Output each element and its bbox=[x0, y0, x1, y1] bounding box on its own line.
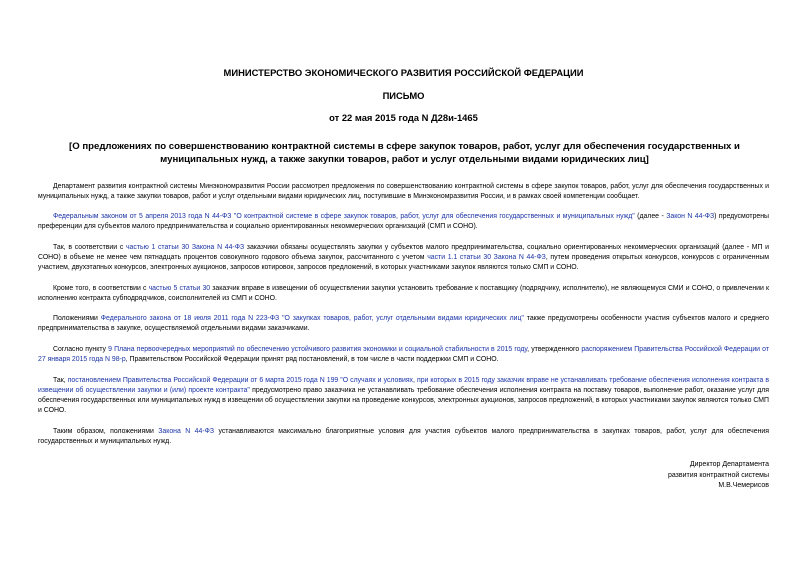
paragraph-law-223fz bbox=[38, 314, 769, 334]
link-order-98r[interactable]: распоряжением Правительства Российской Федерации от 27 января 2015 года N 98-р bbox=[38, 346, 769, 363]
link-part5-article30[interactable]: частью 5 статьи 30 bbox=[148, 285, 211, 292]
paragraph-text: (далее - bbox=[634, 213, 667, 220]
link-law-44fz-short[interactable]: Закон N 44-ФЗ bbox=[666, 213, 715, 220]
paragraph-text: , утвержденного bbox=[527, 346, 582, 353]
doc-subject: [О предложениях по совершенствованию контрактной системы в сфере закупок товаров, работ, услуг для обеспечения государственных и муниципальных нужд, а также закупки товаров, работ и услуг отдельными видами юридических лиц] bbox=[69, 141, 740, 165]
doc-type: ПИСЬМО bbox=[382, 90, 425, 101]
paragraph-article-30 bbox=[38, 243, 769, 273]
paragraph-law-44fz bbox=[38, 212, 769, 232]
paragraph-text: Кроме того, в соответствии с bbox=[53, 285, 149, 292]
signature-block bbox=[668, 460, 769, 492]
paragraph-text: , путем проведения открытых конкурсов, конкурсов с ограниченным участием, двухэтапных конкурсов, электронных аукционов, запросов котировок, запросов предложений, в которых участниками закупок являются только СМП и СОНО. bbox=[38, 254, 770, 271]
paragraph-text: предусмотрено право заказчика не устанавливать требование обеспечения исполнения контракта на поставку товаров, выполнение работ, оказание услуг для обеспечения государственных или муниципальных нужд в извещении об осуществлении закупки на проведение конкурсов, электронных аукционов, запросов предложений, в которых участниками закупок являются только СМП и СОНО. bbox=[38, 387, 769, 414]
link-part1-article30[interactable]: частью 1 статьи 30 Закона N 44-ФЗ bbox=[125, 244, 245, 251]
paragraph-conclusion bbox=[38, 427, 769, 447]
paragraph-text: Положениями bbox=[53, 315, 101, 322]
link-federal-law-44fz[interactable]: Федеральным законом от 5 апреля 2013 года N 44-ФЗ "О контрактной системе в сфере закупок товаров, работ, услуг для обеспечения государственных и муниципальных нужд" bbox=[53, 213, 635, 220]
paragraph-intro bbox=[38, 182, 769, 202]
link-federal-law-223fz[interactable]: Федерального закона от 18 июля 2011 года N 223-ФЗ "О закупках товаров, работ, услуг отдельными видами юридических лиц" bbox=[100, 315, 524, 322]
paragraph-plan bbox=[38, 345, 769, 365]
link-plan-item9[interactable]: 9 Плана первоочередных мероприятий по обеспечению устойчивого развития экономики и социальной стабильности в 2015 году bbox=[108, 346, 528, 353]
paragraph-text: Так, в соответствии с bbox=[53, 244, 126, 251]
paragraph-text: заказчики обязаны осуществлять закупки у субъектов малого предпринимательства, социально ориентированных некоммерческих организаций (далее - МП и СОНО) в объеме не менее чем пятнадцать процентов совокупного годового объема закупок, рассчитанного с учетом bbox=[38, 244, 769, 261]
paragraph-text: Таким образом, положениями bbox=[53, 428, 159, 435]
link-part1-1-article30[interactable]: части 1.1 статьи 30 Закона N 44-ФЗ bbox=[427, 254, 546, 261]
paragraph-text: устанавливаются максимально благоприятные условия для участия субъектов малого предпринимательства в закупках товаров, работ, услуг для обеспечения государственных и муниципальных нужд. bbox=[38, 428, 769, 445]
signature-position: Директор Департамента bbox=[689, 461, 769, 468]
paragraph-text: Согласно пункту bbox=[53, 346, 109, 353]
signature-department: развития контрактной системы bbox=[667, 471, 769, 479]
link-law-44fz-conclusion[interactable]: Закона N 44-ФЗ bbox=[158, 428, 215, 435]
paragraph-text: , Правительством Российской Федерации принят ряд постановлений, в том числе в части поддержки СМП и СОНО. bbox=[125, 356, 499, 363]
ministry-title: МИНИСТЕРСТВО ЭКОНОМИЧЕСКОГО РАЗВИТИЯ РОССИЙСКОЙ ФЕДЕРАЦИИ bbox=[223, 67, 584, 78]
doc-date-number: от 22 мая 2015 года N Д28и-1465 bbox=[329, 112, 478, 123]
signature-name: М.В.Чемерисов bbox=[718, 482, 769, 489]
paragraph-text: также предусмотрены особенности участия субъектов малого и среднего предпринимательства в закупке, осуществляемой отдельными видами заказчиками. bbox=[38, 315, 769, 332]
paragraph-text: Департамент развития контрактной системы Минэкономразвития России рассмотрел предложения по совершенствованию контрактной системы в сфере закупок товаров, работ, услуг для обеспечения государственных и муниципальных нужд, а также закупки товаров, работ и услуг отдельными видами юридических лиц, поступившие в Минэкономразвития России, и в рамках своей компетенции сообщает. bbox=[38, 183, 769, 200]
paragraph-text: заказчик вправе в извещении об осуществлении закупки установить требование к поставщику (подрядчику, исполнителю), не являющемуся СМИ и СОНО, о привлечении к исполнению контракта субподрядчиков, соисполнителей из СМП и СОНО. bbox=[38, 285, 769, 302]
paragraph-decree-199 bbox=[38, 376, 769, 416]
paragraph-text: Так, bbox=[53, 377, 68, 384]
paragraph-text: ) предусмотрены преференции для субъектов малого предпринимательства и социально ориентированных некоммерческих организаций (СМП и СОНО). bbox=[38, 213, 769, 230]
link-decree-199[interactable]: постановлением Правительства Российской Федерации от 6 марта 2015 года N 199 "О случаях и условиях, при которых в 2015 году заказчик вправе не устанавливать требование обеспечения исполнения контракта в извещении об осуществлении закупки и (или) проекте контракта" bbox=[38, 377, 769, 394]
paragraph-part5 bbox=[38, 284, 769, 304]
